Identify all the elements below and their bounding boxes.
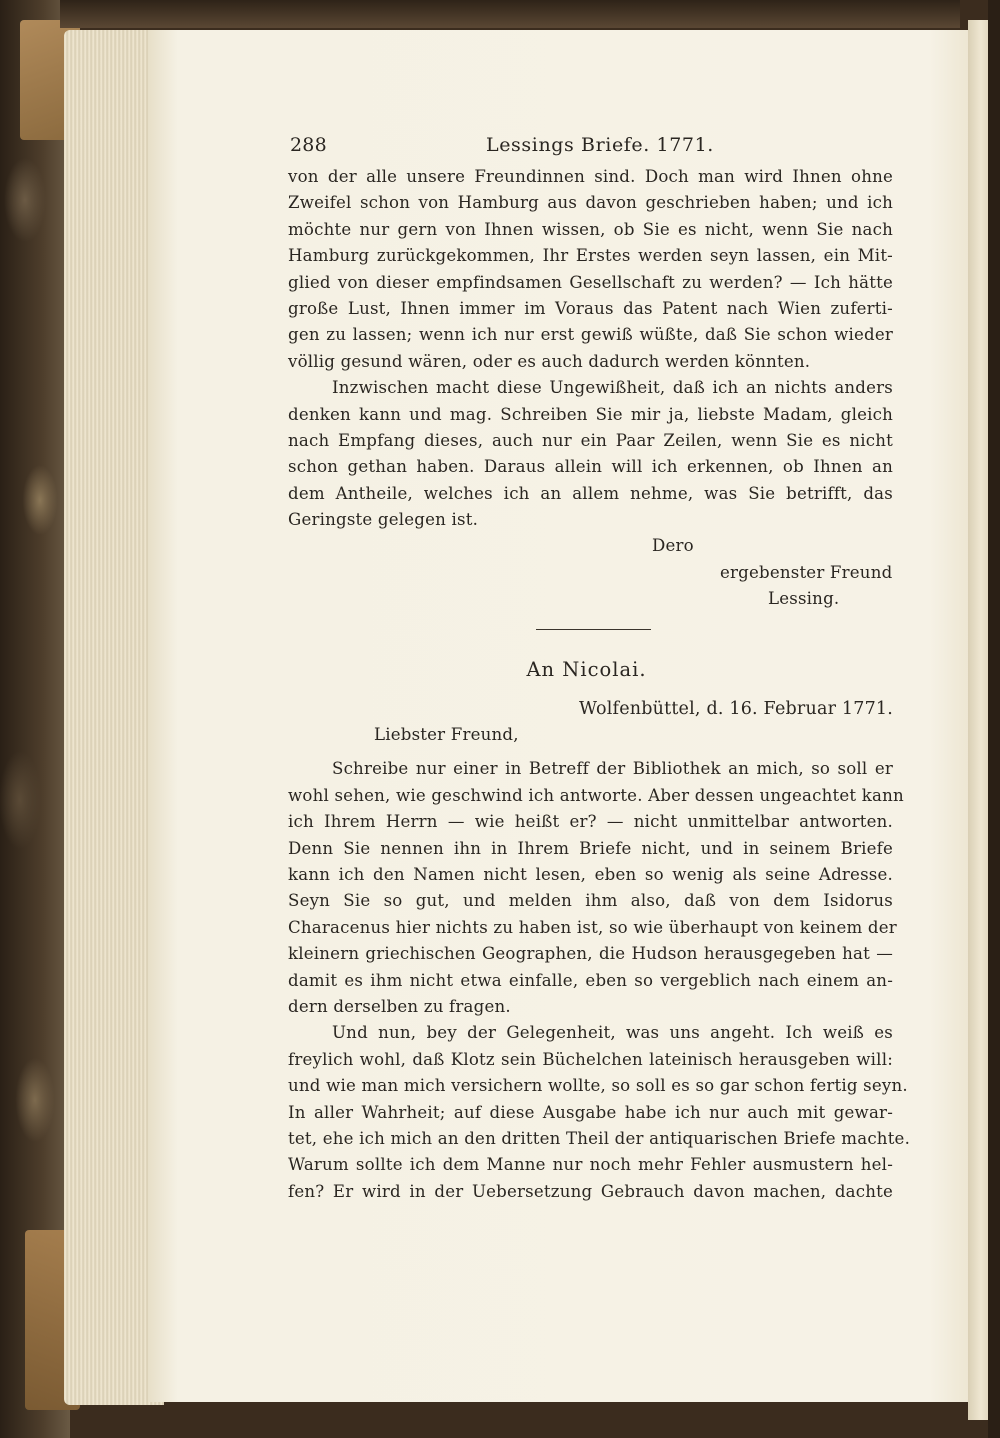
- text-line: völlig gesund wären, oder es auch dadurch werden könnten.: [288, 351, 811, 371]
- text-line: Characenus hier nichts zu haben ist, so wie überhaupt von keinem der: [288, 917, 897, 937]
- text-line: damit es ihm nicht etwa einfalle, eben so vergeblich nach einem an-: [288, 970, 893, 990]
- text-line: gen zu lassen; wenn ich nur erst gewiß wüßte, daß Sie schon wieder: [288, 325, 893, 345]
- letter-salutation: Liebster Freund,: [374, 725, 519, 745]
- text-line: glied von dieser empfindsamen Gesellschaft zu werden? — Ich hätte: [288, 272, 893, 292]
- page-header: [288, 130, 893, 164]
- text-line: kann ich den Namen nicht lesen, eben so wenig als seine Adresse.: [288, 864, 893, 884]
- text-line: Seyn Sie so gut, und melden ihm also, daß von dem Isidorus: [288, 891, 893, 911]
- text-line: tet, ehe ich mich an den dritten Theil der antiquarischen Briefe machte.: [288, 1128, 911, 1148]
- text-line: Denn Sie nennen ihn in Ihrem Briefe nicht, und in seinem Briefe: [288, 838, 893, 858]
- text-line: möchte nur gern von Ihnen wissen, ob Sie es nicht, wenn Sie nach: [288, 219, 893, 239]
- page-number: 288: [290, 134, 327, 156]
- text-line: dem Antheile, welches ich an allem nehme, was Sie betrifft, das: [288, 483, 893, 503]
- text-line: nach Empfang dieses, auch nur ein Paar Zeilen, wenn Sie es nicht: [288, 430, 893, 450]
- text-line: kleinern griechischen Geographen, die Hudson herausgegeben hat —: [288, 944, 893, 964]
- letter-title: An Nicolai.: [526, 657, 647, 681]
- letter-one-paragraph-2: [288, 375, 893, 533]
- text-line: Inzwischen macht diese Ungewißheit, daß ich an nichts anders: [332, 378, 893, 398]
- text-line: Und nun, bey der Gelegenheit, was uns angeht. Ich weiß es: [332, 1023, 893, 1043]
- text-line: fen? Er wird in der Uebersetzung Gebrauch davon machen, dachte: [288, 1181, 893, 1201]
- section-divider: [536, 629, 651, 630]
- text-line: und wie man mich versichern wollte, so soll es so gar schon fertig seyn.: [288, 1076, 908, 1096]
- running-title: Lessings Briefe. 1771.: [486, 134, 714, 156]
- text-line: ich Ihrem Herrn — wie heißt er? — nicht unmittelbar antworten.: [288, 812, 893, 832]
- closing-signature: Lessing.: [768, 589, 840, 609]
- text-line: Zweifel schon von Hamburg aus davon geschrieben haben; und ich: [288, 193, 893, 213]
- text-line: dern derselben zu fragen.: [288, 996, 511, 1016]
- text-line: Hamburg zurückgekommen, Ihr Erstes werden seyn lassen, ein Mit-: [288, 246, 893, 266]
- text-line: Warum sollte ich dem Manne nur noch mehr Fehler ausmustern hel-: [288, 1155, 893, 1175]
- text-line: Schreibe nur einer in Betreff der Bibliothek an mich, so soll er: [332, 759, 893, 779]
- page-text: [288, 130, 911, 1205]
- letter-two-paragraph-2: [288, 1020, 911, 1205]
- letter-two: [288, 650, 911, 1205]
- letter-two-paragraph-1: [288, 756, 904, 1020]
- book-cover-marbled-edge: [0, 0, 70, 1438]
- text-line: Geringste gelegen ist.: [288, 510, 479, 530]
- letter-one: [288, 164, 893, 613]
- text-line: große Lust, Ihnen immer im Voraus das Patent nach Wien zuferti-: [288, 298, 893, 318]
- book-top-band: [60, 0, 960, 28]
- letter-one-paragraph-1: [288, 164, 893, 375]
- text-line: schon gethan haben. Daraus allein will ich erkennen, ob Ihnen an: [288, 457, 893, 477]
- book-right-border: [988, 0, 1000, 1438]
- closing-friend: ergebenster Freund: [720, 562, 893, 582]
- text-line: von der alle unsere Freundinnen sind. Doch man wird Ihnen ohne: [288, 167, 893, 186]
- text-line: denken kann und mag. Schreiben Sie mir ja, liebste Madam, gleich: [288, 404, 893, 424]
- letter-one-closing: [288, 533, 893, 612]
- text-line: In aller Wahrheit; auf diese Ausgabe habe ich nur auch mit gewar-: [288, 1102, 893, 1122]
- text-line: freylich wohl, daß Klotz sein Büchelchen lateinisch herausgeben will:: [288, 1049, 893, 1069]
- letter-date: Wolfenbüttel, d. 16. Februar 1771.: [578, 698, 893, 719]
- closing-dero: Dero: [652, 536, 694, 556]
- text-line: wohl sehen, wie geschwind ich antworte. Aber dessen ungeachtet kann: [288, 785, 904, 805]
